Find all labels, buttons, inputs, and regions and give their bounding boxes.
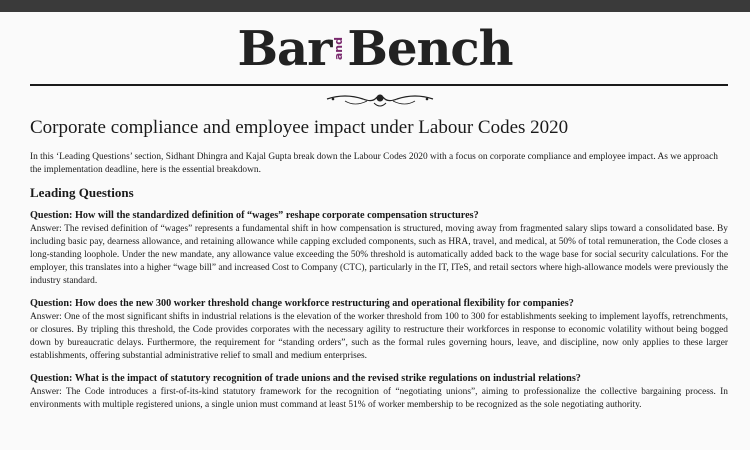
qa-item xyxy=(30,297,728,363)
browser-top-bar xyxy=(0,0,750,12)
masthead xyxy=(0,21,750,77)
question-text: Question: How does the new 300 worker threshold change workforce restructuring and operational flexibility for companies? xyxy=(30,298,574,309)
answer-text: Answer: One of the most significant shifts in industrial relations is the elevation of the worker threshold from 100 to 300 for establishments seeking to implement layoffs, retrenchments, or closures. By tripling this threshold, the Code provides corporates with the necessary agility to restructure their workforces in response to economic volatility without being bogged down by bureaucratic delays. Furthermore, the requirement for “standing orders”, such as the formal rules governing hours, leave, and discipline, now only applies to these larger establishments, offering substantial administrative relief to small and medium enterprises. xyxy=(30,312,728,361)
header-divider xyxy=(30,84,728,86)
qa-item xyxy=(30,372,728,412)
answer-text: Answer: The revised definition of “wages” represents a fundamental shift in how compensation is structured, moving away from fragmented salary slips toward a consolidated base. By including basic pay, dearness allowance, and retaining allowance while capping excluded components, such as HRA, travel, and medical, at 50% of total remuneration, the Code closes a long-standing loophole. Under the new mandate, any allowance value exceeding the 50% threshold is automatically added back to the wage base for social security calculations. For the employer, this translates into a higher “wage bill” and increased Cost to Company (CTC), particularly in the IT, ITeS, and retail sectors where high-allowance models were previously the industry standard. xyxy=(30,224,728,286)
logo-word-and: and xyxy=(332,37,346,61)
article-intro: In this ‘Leading Questions’ section, Sidhant Dhingra and Kajal Gupta break down the Labour Codes 2020 with a focus on corporate compliance and employee impact. As we approach the implementation deadline, here is the essential breakdown. xyxy=(30,152,718,175)
logo-word-bar: Bar xyxy=(237,21,332,77)
article-title: Corporate compliance and employee impact under Labour Codes 2020 xyxy=(30,117,569,138)
bar-and-bench-logo[interactable] xyxy=(237,21,513,77)
answer-text: Answer: The Code introduces a first-of-its-kind statutory framework for the recognition of “negotiating unions”, aiming to professionalize the collective bargaining process. In environments with multiple registered unions, a single union must command at least 51% of worker membership to be recognized as the sole negotiating authority. xyxy=(30,387,728,410)
flourish-ornament-icon xyxy=(325,89,435,109)
qa-item xyxy=(30,209,728,288)
question-text: Question: What is the impact of statutory recognition of trade unions and the revised strike regulations on industrial relations? xyxy=(30,373,581,384)
section-heading: Leading Questions xyxy=(30,185,134,200)
logo-word-bench: Bench xyxy=(347,21,513,77)
question-text: Question: How will the standardized definition of “wages” reshape corporate compensation structures? xyxy=(30,210,479,221)
